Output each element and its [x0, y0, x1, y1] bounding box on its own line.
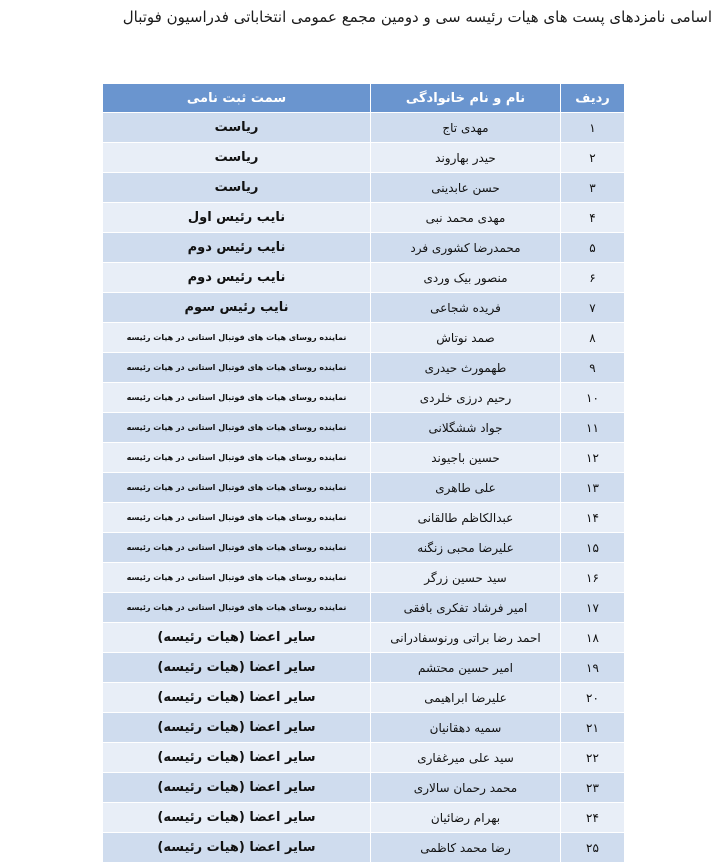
candidate-position: ریاست	[103, 113, 371, 143]
table-row	[103, 743, 625, 773]
candidate-name: امیر حسین محتشم	[371, 653, 561, 683]
table-row	[103, 113, 625, 143]
row-number: ۱۶	[561, 563, 625, 593]
table-row	[103, 473, 625, 503]
candidate-name: محمدرضا کشوری فرد	[371, 233, 561, 263]
row-number: ۲	[561, 143, 625, 173]
row-number: ۲۲	[561, 743, 625, 773]
table-row	[103, 653, 625, 683]
candidate-name: امیر فرشاد تفکری بافقی	[371, 593, 561, 623]
candidate-position: نماینده روسای هیات های فوتبال استانی در هیات رئیسه	[103, 353, 371, 383]
row-number: ۲۵	[561, 833, 625, 863]
row-number: ۷	[561, 293, 625, 323]
table-row	[103, 233, 625, 263]
candidate-position: نایب رئیس دوم	[103, 233, 371, 263]
candidate-position: نماینده روسای هیات های فوتبال استانی در هیات رئیسه	[103, 593, 371, 623]
row-number: ۱۳	[561, 473, 625, 503]
candidate-name: حسن عابدینی	[371, 173, 561, 203]
table-row	[103, 563, 625, 593]
row-number: ۲۴	[561, 803, 625, 833]
candidate-position: نماینده روسای هیات های فوتبال استانی در هیات رئیسه	[103, 383, 371, 413]
candidate-name: بهرام رضائیان	[371, 803, 561, 833]
table-row	[103, 203, 625, 233]
candidate-position: نایب رئیس دوم	[103, 263, 371, 293]
page-title: اسامی نامزدهای پست های هیات رئیسه سی و دومین مجمع عمومی انتخاباتی فدراسیون فوتبال	[122, 8, 712, 26]
table-row	[103, 623, 625, 653]
candidate-name: مهدی تاج	[371, 113, 561, 143]
row-number: ۹	[561, 353, 625, 383]
header-row-number: ردیف	[561, 84, 625, 113]
candidate-position: ریاست	[103, 173, 371, 203]
candidate-name: حسین باجیوند	[371, 443, 561, 473]
row-number: ۱۴	[561, 503, 625, 533]
row-number: ۸	[561, 323, 625, 353]
row-number: ۴	[561, 203, 625, 233]
row-number: ۱	[561, 113, 625, 143]
candidate-position: سایر اعضا (هیات رئیسه)	[103, 743, 371, 773]
candidate-name: محمد رحمان سالاری	[371, 773, 561, 803]
candidate-position: سایر اعضا (هیات رئیسه)	[103, 833, 371, 863]
candidate-position: نماینده روسای هیات های فوتبال استانی در هیات رئیسه	[103, 323, 371, 353]
row-number: ۳	[561, 173, 625, 203]
candidate-name: جواد ششگلانی	[371, 413, 561, 443]
candidate-name: مهدی محمد نبی	[371, 203, 561, 233]
table-row	[103, 533, 625, 563]
candidate-position: سایر اعضا (هیات رئیسه)	[103, 683, 371, 713]
candidate-name: فریده شجاعی	[371, 293, 561, 323]
row-number: ۱۲	[561, 443, 625, 473]
candidate-name: سید حسین زرگر	[371, 563, 561, 593]
table-header-row	[103, 84, 625, 113]
candidate-position: ریاست	[103, 143, 371, 173]
candidate-position: سایر اعضا (هیات رئیسه)	[103, 803, 371, 833]
row-number: ۱۵	[561, 533, 625, 563]
table-row	[103, 353, 625, 383]
table-row	[103, 413, 625, 443]
header-full-name: نام و نام خانوادگی	[371, 84, 561, 113]
header-position: سمت ثبت نامی	[103, 84, 371, 113]
table-row	[103, 803, 625, 833]
row-number: ۱۷	[561, 593, 625, 623]
row-number: ۶	[561, 263, 625, 293]
candidate-position: سایر اعضا (هیات رئیسه)	[103, 773, 371, 803]
candidates-table	[102, 83, 625, 863]
table-row	[103, 773, 625, 803]
candidate-name: علیرضا محبی زنگنه	[371, 533, 561, 563]
table-row	[103, 383, 625, 413]
row-number: ۲۰	[561, 683, 625, 713]
candidate-name: رضا محمد کاظمی	[371, 833, 561, 863]
row-number: ۱۸	[561, 623, 625, 653]
row-number: ۵	[561, 233, 625, 263]
candidate-name: عبدالکاظم طالقانی	[371, 503, 561, 533]
table-row	[103, 683, 625, 713]
candidate-name: منصور بیک وردی	[371, 263, 561, 293]
candidate-position: نماینده روسای هیات های فوتبال استانی در هیات رئیسه	[103, 503, 371, 533]
table-row	[103, 443, 625, 473]
row-number: ۱۱	[561, 413, 625, 443]
table-row	[103, 833, 625, 863]
candidate-name: صمد نوتاش	[371, 323, 561, 353]
candidate-name: سمیه دهقانیان	[371, 713, 561, 743]
candidate-name: علی طاهری	[371, 473, 561, 503]
table-row	[103, 173, 625, 203]
candidate-name: حیدر بهاروند	[371, 143, 561, 173]
candidate-position: نماینده روسای هیات های فوتبال استانی در هیات رئیسه	[103, 563, 371, 593]
candidate-name: رحیم درزی خلردی	[371, 383, 561, 413]
row-number: ۱۹	[561, 653, 625, 683]
candidate-position: سایر اعضا (هیات رئیسه)	[103, 713, 371, 743]
candidate-position: نماینده روسای هیات های فوتبال استانی در هیات رئیسه	[103, 413, 371, 443]
candidate-position: سایر اعضا (هیات رئیسه)	[103, 623, 371, 653]
candidate-position: نماینده روسای هیات های فوتبال استانی در هیات رئیسه	[103, 473, 371, 503]
candidate-position: نماینده روسای هیات های فوتبال استانی در هیات رئیسه	[103, 533, 371, 563]
candidate-name: طهمورث حیدری	[371, 353, 561, 383]
candidate-name: احمد رضا براتی ورنوسفادرانی	[371, 623, 561, 653]
candidate-name: علیرضا ابراهیمی	[371, 683, 561, 713]
row-number: ۱۰	[561, 383, 625, 413]
table-row	[103, 503, 625, 533]
candidate-name: سید علی میرغفاری	[371, 743, 561, 773]
candidate-position: نایب رئیس اول	[103, 203, 371, 233]
candidate-position: نماینده روسای هیات های فوتبال استانی در هیات رئیسه	[103, 443, 371, 473]
row-number: ۲۱	[561, 713, 625, 743]
table-row	[103, 143, 625, 173]
table-row	[103, 713, 625, 743]
candidate-position: نایب رئیس سوم	[103, 293, 371, 323]
table-row	[103, 593, 625, 623]
table-row	[103, 293, 625, 323]
table-row	[103, 323, 625, 353]
candidate-position: سایر اعضا (هیات رئیسه)	[103, 653, 371, 683]
row-number: ۲۳	[561, 773, 625, 803]
table-row	[103, 263, 625, 293]
